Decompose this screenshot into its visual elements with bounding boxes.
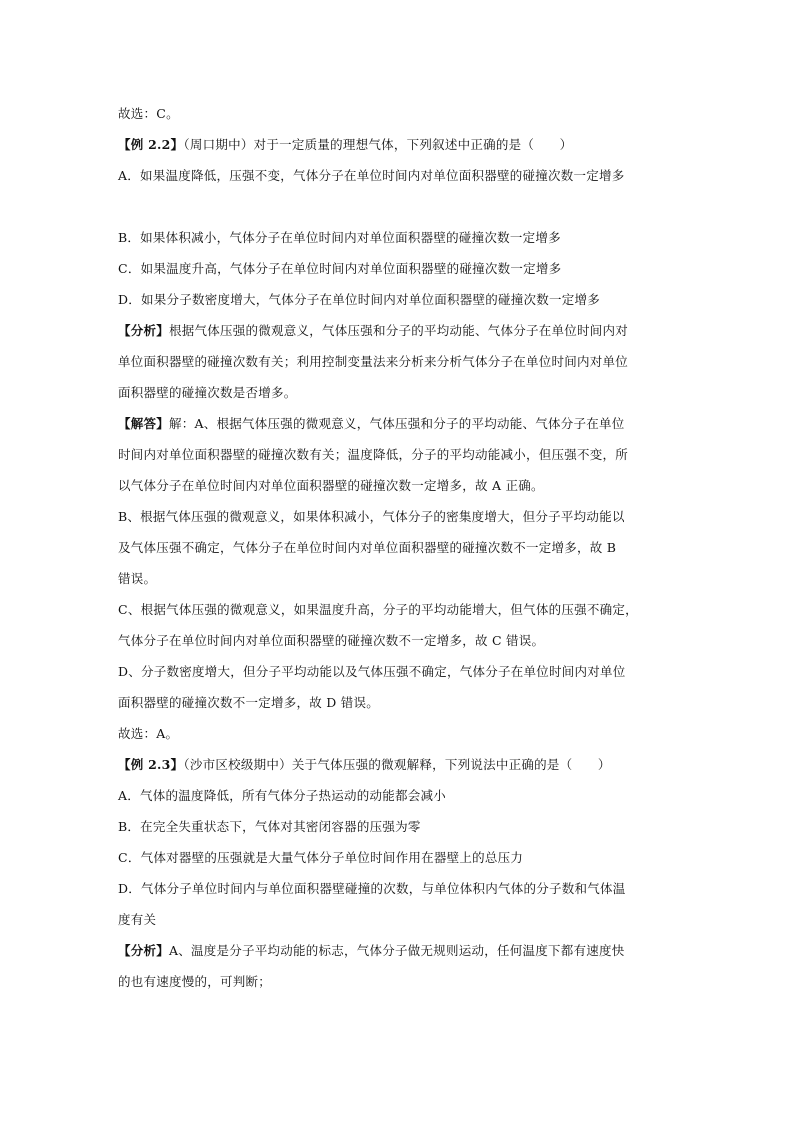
solution-line: 时间内对单位面积器壁的碰撞次数有关；温度降低，分子的平均动能减小，但压强不变，所	[118, 447, 629, 462]
option-c: C．气体对器壁的压强就是大量气体分子单位时间作用在器壁上的总压力	[118, 850, 524, 865]
option-d-continued: 度有关	[118, 912, 157, 927]
analysis-line: 单位面积器壁的碰撞次数有关；利用控制变量法来分析来分析气体分子在单位时间内对单位	[118, 354, 629, 369]
option-d: D．气体分子单位时间内与单位面积器壁碰撞的次数，与单位体积内气体的分子数和气体温	[118, 881, 626, 896]
solution-line: 错误。	[118, 571, 157, 586]
solution-tag: 【解答】	[118, 416, 170, 431]
example-2-2-heading: 【例 2.2】（周口期中）对于一定质量的理想气体，下列叙述中正确的是（ ）	[118, 137, 573, 152]
solution-line: 面积器壁的碰撞次数不一定增多，故 D 错误。	[118, 695, 379, 710]
example-tag: 【例 2.3】	[118, 757, 184, 772]
analysis-line: 【分析】根据气体压强的微观意义，气体压强和分子的平均动能、气体分子在单位时间内对	[118, 323, 629, 338]
option-a: A．如果温度降低，压强不变，气体分子在单位时间内对单位面积器壁的碰撞次数一定增多	[118, 168, 625, 183]
example-tag: 【例 2.2】	[118, 137, 184, 152]
solution-line: 【解答】解：A、根据气体压强的微观意义，气体压强和分子的平均动能、气体分子在单位	[118, 416, 625, 431]
analysis-tag: 【分析】	[118, 943, 170, 958]
answer-line: 故选：A。	[118, 726, 179, 741]
analysis-tag: 【分析】	[118, 323, 170, 338]
solution-line: 以气体分子在单位时间内对单位面积器壁的碰撞次数一定增多，故 A 正确。	[118, 478, 544, 493]
analysis-line: 【分析】A、温度是分子平均动能的标志，气体分子做无规则运动，任何温度下都有速度快	[118, 943, 625, 958]
solution-line: 气体分子在单位时间内对单位面积器壁的碰撞次数不一定增多，故 C 错误。	[118, 633, 545, 648]
option-b: B．如果体积减小，气体分子在单位时间内对单位面积器壁的碰撞次数一定增多	[118, 230, 561, 245]
option-a: A．气体的温度降低，所有气体分子热运动的动能都会减小	[118, 788, 447, 803]
option-b: B．在完全失重状态下，气体对其密闭容器的压强为零	[118, 819, 421, 834]
solution-line: B、根据气体压强的微观意义，如果体积减小，气体分子的密集度增大，但分子平均动能以	[118, 509, 625, 524]
solution-line: C、根据气体压强的微观意义，如果温度升高，分子的平均动能增大，但气体的压强不确定，	[118, 602, 638, 617]
solution-line: 及气体压强不确定，气体分子在单位时间内对单位面积器壁的碰撞次数不一定增多，故 B	[118, 540, 617, 555]
analysis-line: 面积器壁的碰撞次数是否增多。	[118, 385, 297, 400]
option-d: D．如果分子数密度增大，气体分子在单位时间内对单位面积器壁的碰撞次数一定增多	[118, 292, 601, 307]
answer-line: 故选：C。	[118, 106, 179, 121]
analysis-line: 的也有速度慢的，可判断；	[118, 974, 272, 989]
option-c: C．如果温度升高，气体分子在单位时间内对单位面积器壁的碰撞次数一定增多	[118, 261, 562, 276]
example-2-3-heading: 【例 2.3】（沙市区校级期中）关于气体压强的微观解释，下列说法中正确的是（ ）	[118, 757, 611, 772]
solution-line: D、分子数密度增大，但分子平均动能以及气体压强不确定，气体分子在单位时间内对单位	[118, 664, 626, 679]
